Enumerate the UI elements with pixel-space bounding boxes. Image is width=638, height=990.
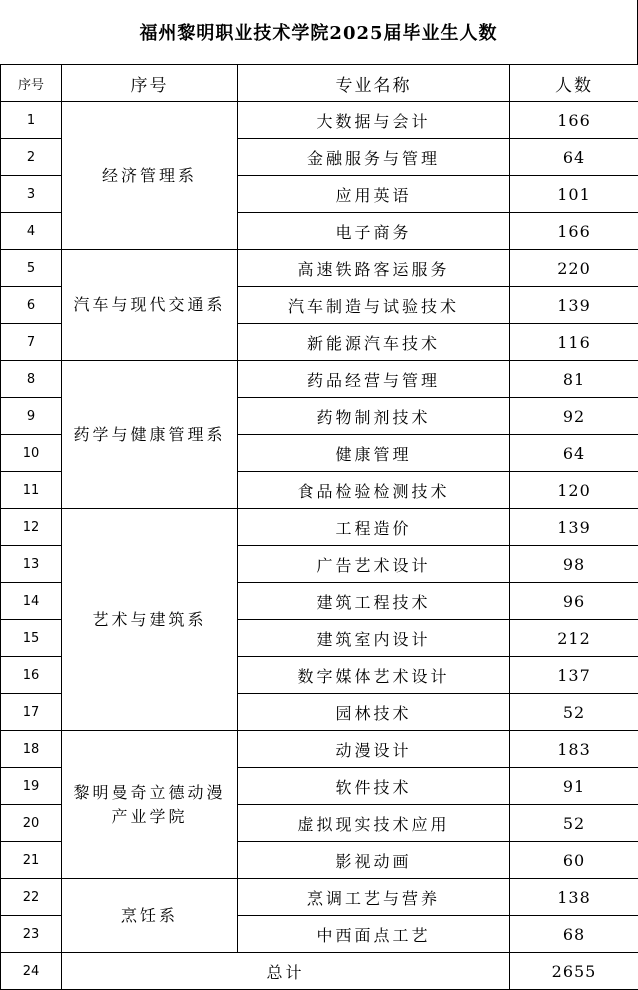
row-seq: 21 xyxy=(1,842,62,879)
graduate-count: 52 xyxy=(510,694,638,731)
header-major: 专业名称 xyxy=(238,65,510,102)
graduate-count: 137 xyxy=(510,657,638,694)
major-name: 大数据与会计 xyxy=(238,102,510,139)
row-seq: 19 xyxy=(1,768,62,805)
row-seq: 23 xyxy=(1,916,62,953)
table-row xyxy=(1,361,638,398)
row-seq: 9 xyxy=(1,398,62,435)
major-name: 新能源汽车技术 xyxy=(238,324,510,361)
row-seq: 13 xyxy=(1,546,62,583)
graduate-count: 64 xyxy=(510,139,638,176)
major-name: 建筑室内设计 xyxy=(238,620,510,657)
major-name: 健康管理 xyxy=(238,435,510,472)
row-seq: 18 xyxy=(1,731,62,768)
major-name: 汽车制造与试验技术 xyxy=(238,287,510,324)
major-name: 软件技术 xyxy=(238,768,510,805)
row-seq: 8 xyxy=(1,361,62,398)
row-seq: 20 xyxy=(1,805,62,842)
graduate-count: 98 xyxy=(510,546,638,583)
graduate-count: 64 xyxy=(510,435,638,472)
department-name: 经济管理系 xyxy=(62,102,238,250)
major-name: 烹调工艺与营养 xyxy=(238,879,510,916)
table-row xyxy=(1,509,638,546)
row-seq: 16 xyxy=(1,657,62,694)
graduate-count: 212 xyxy=(510,620,638,657)
graduate-count: 120 xyxy=(510,472,638,509)
major-name: 影视动画 xyxy=(238,842,510,879)
department-name: 烹饪系 xyxy=(62,879,238,953)
table-row xyxy=(1,102,638,139)
row-seq: 7 xyxy=(1,324,62,361)
graduate-count: 101 xyxy=(510,176,638,213)
graduate-count: 68 xyxy=(510,916,638,953)
graduate-count: 92 xyxy=(510,398,638,435)
graduate-count: 183 xyxy=(510,731,638,768)
total-seq: 24 xyxy=(1,953,62,990)
department-name: 汽车与现代交通系 xyxy=(62,250,238,361)
row-seq: 2 xyxy=(1,139,62,176)
total-row xyxy=(1,953,638,990)
major-name: 工程造价 xyxy=(238,509,510,546)
row-seq: 10 xyxy=(1,435,62,472)
graduate-count: 220 xyxy=(510,250,638,287)
major-name: 药品经营与管理 xyxy=(238,361,510,398)
graduate-count: 52 xyxy=(510,805,638,842)
graduate-count: 91 xyxy=(510,768,638,805)
row-seq: 12 xyxy=(1,509,62,546)
major-name: 药物制剂技术 xyxy=(238,398,510,435)
major-name: 园林技术 xyxy=(238,694,510,731)
department-name: 黎明曼奇立德动漫产业学院 xyxy=(62,731,238,879)
row-seq: 15 xyxy=(1,620,62,657)
graduate-count: 166 xyxy=(510,102,638,139)
major-name: 虚拟现实技术应用 xyxy=(238,805,510,842)
row-seq: 1 xyxy=(1,102,62,139)
graduate-count: 81 xyxy=(510,361,638,398)
major-name: 动漫设计 xyxy=(238,731,510,768)
major-name: 建筑工程技术 xyxy=(238,583,510,620)
table-row xyxy=(1,250,638,287)
graduate-count: 139 xyxy=(510,509,638,546)
row-seq: 5 xyxy=(1,250,62,287)
row-seq: 3 xyxy=(1,176,62,213)
total-label: 总计 xyxy=(62,953,510,990)
major-name: 高速铁路客运服务 xyxy=(238,250,510,287)
graduate-count: 116 xyxy=(510,324,638,361)
row-seq: 17 xyxy=(1,694,62,731)
major-name: 应用英语 xyxy=(238,176,510,213)
table-row xyxy=(1,879,638,916)
graduate-count: 166 xyxy=(510,213,638,250)
total-count: 2655 xyxy=(510,953,638,990)
major-name: 广告艺术设计 xyxy=(238,546,510,583)
row-seq: 14 xyxy=(1,583,62,620)
department-name: 药学与健康管理系 xyxy=(62,361,238,509)
table-title: 福州黎明职业技术学院2025届毕业生人数 xyxy=(0,0,638,65)
graduate-count: 96 xyxy=(510,583,638,620)
department-name: 艺术与建筑系 xyxy=(62,509,238,731)
row-seq: 6 xyxy=(1,287,62,324)
row-seq: 11 xyxy=(1,472,62,509)
graduate-table xyxy=(0,64,638,990)
major-name: 食品检验检测技术 xyxy=(238,472,510,509)
header-row xyxy=(1,65,638,102)
major-name: 电子商务 xyxy=(238,213,510,250)
graduate-count: 60 xyxy=(510,842,638,879)
row-seq: 22 xyxy=(1,879,62,916)
major-name: 数字媒体艺术设计 xyxy=(238,657,510,694)
header-seq: 序号 xyxy=(1,65,62,102)
major-name: 中西面点工艺 xyxy=(238,916,510,953)
header-count: 人数 xyxy=(510,65,638,102)
major-name: 金融服务与管理 xyxy=(238,139,510,176)
row-seq: 4 xyxy=(1,213,62,250)
header-department: 序号 xyxy=(62,65,238,102)
table-row xyxy=(1,731,638,768)
graduate-count: 139 xyxy=(510,287,638,324)
graduate-count: 138 xyxy=(510,879,638,916)
